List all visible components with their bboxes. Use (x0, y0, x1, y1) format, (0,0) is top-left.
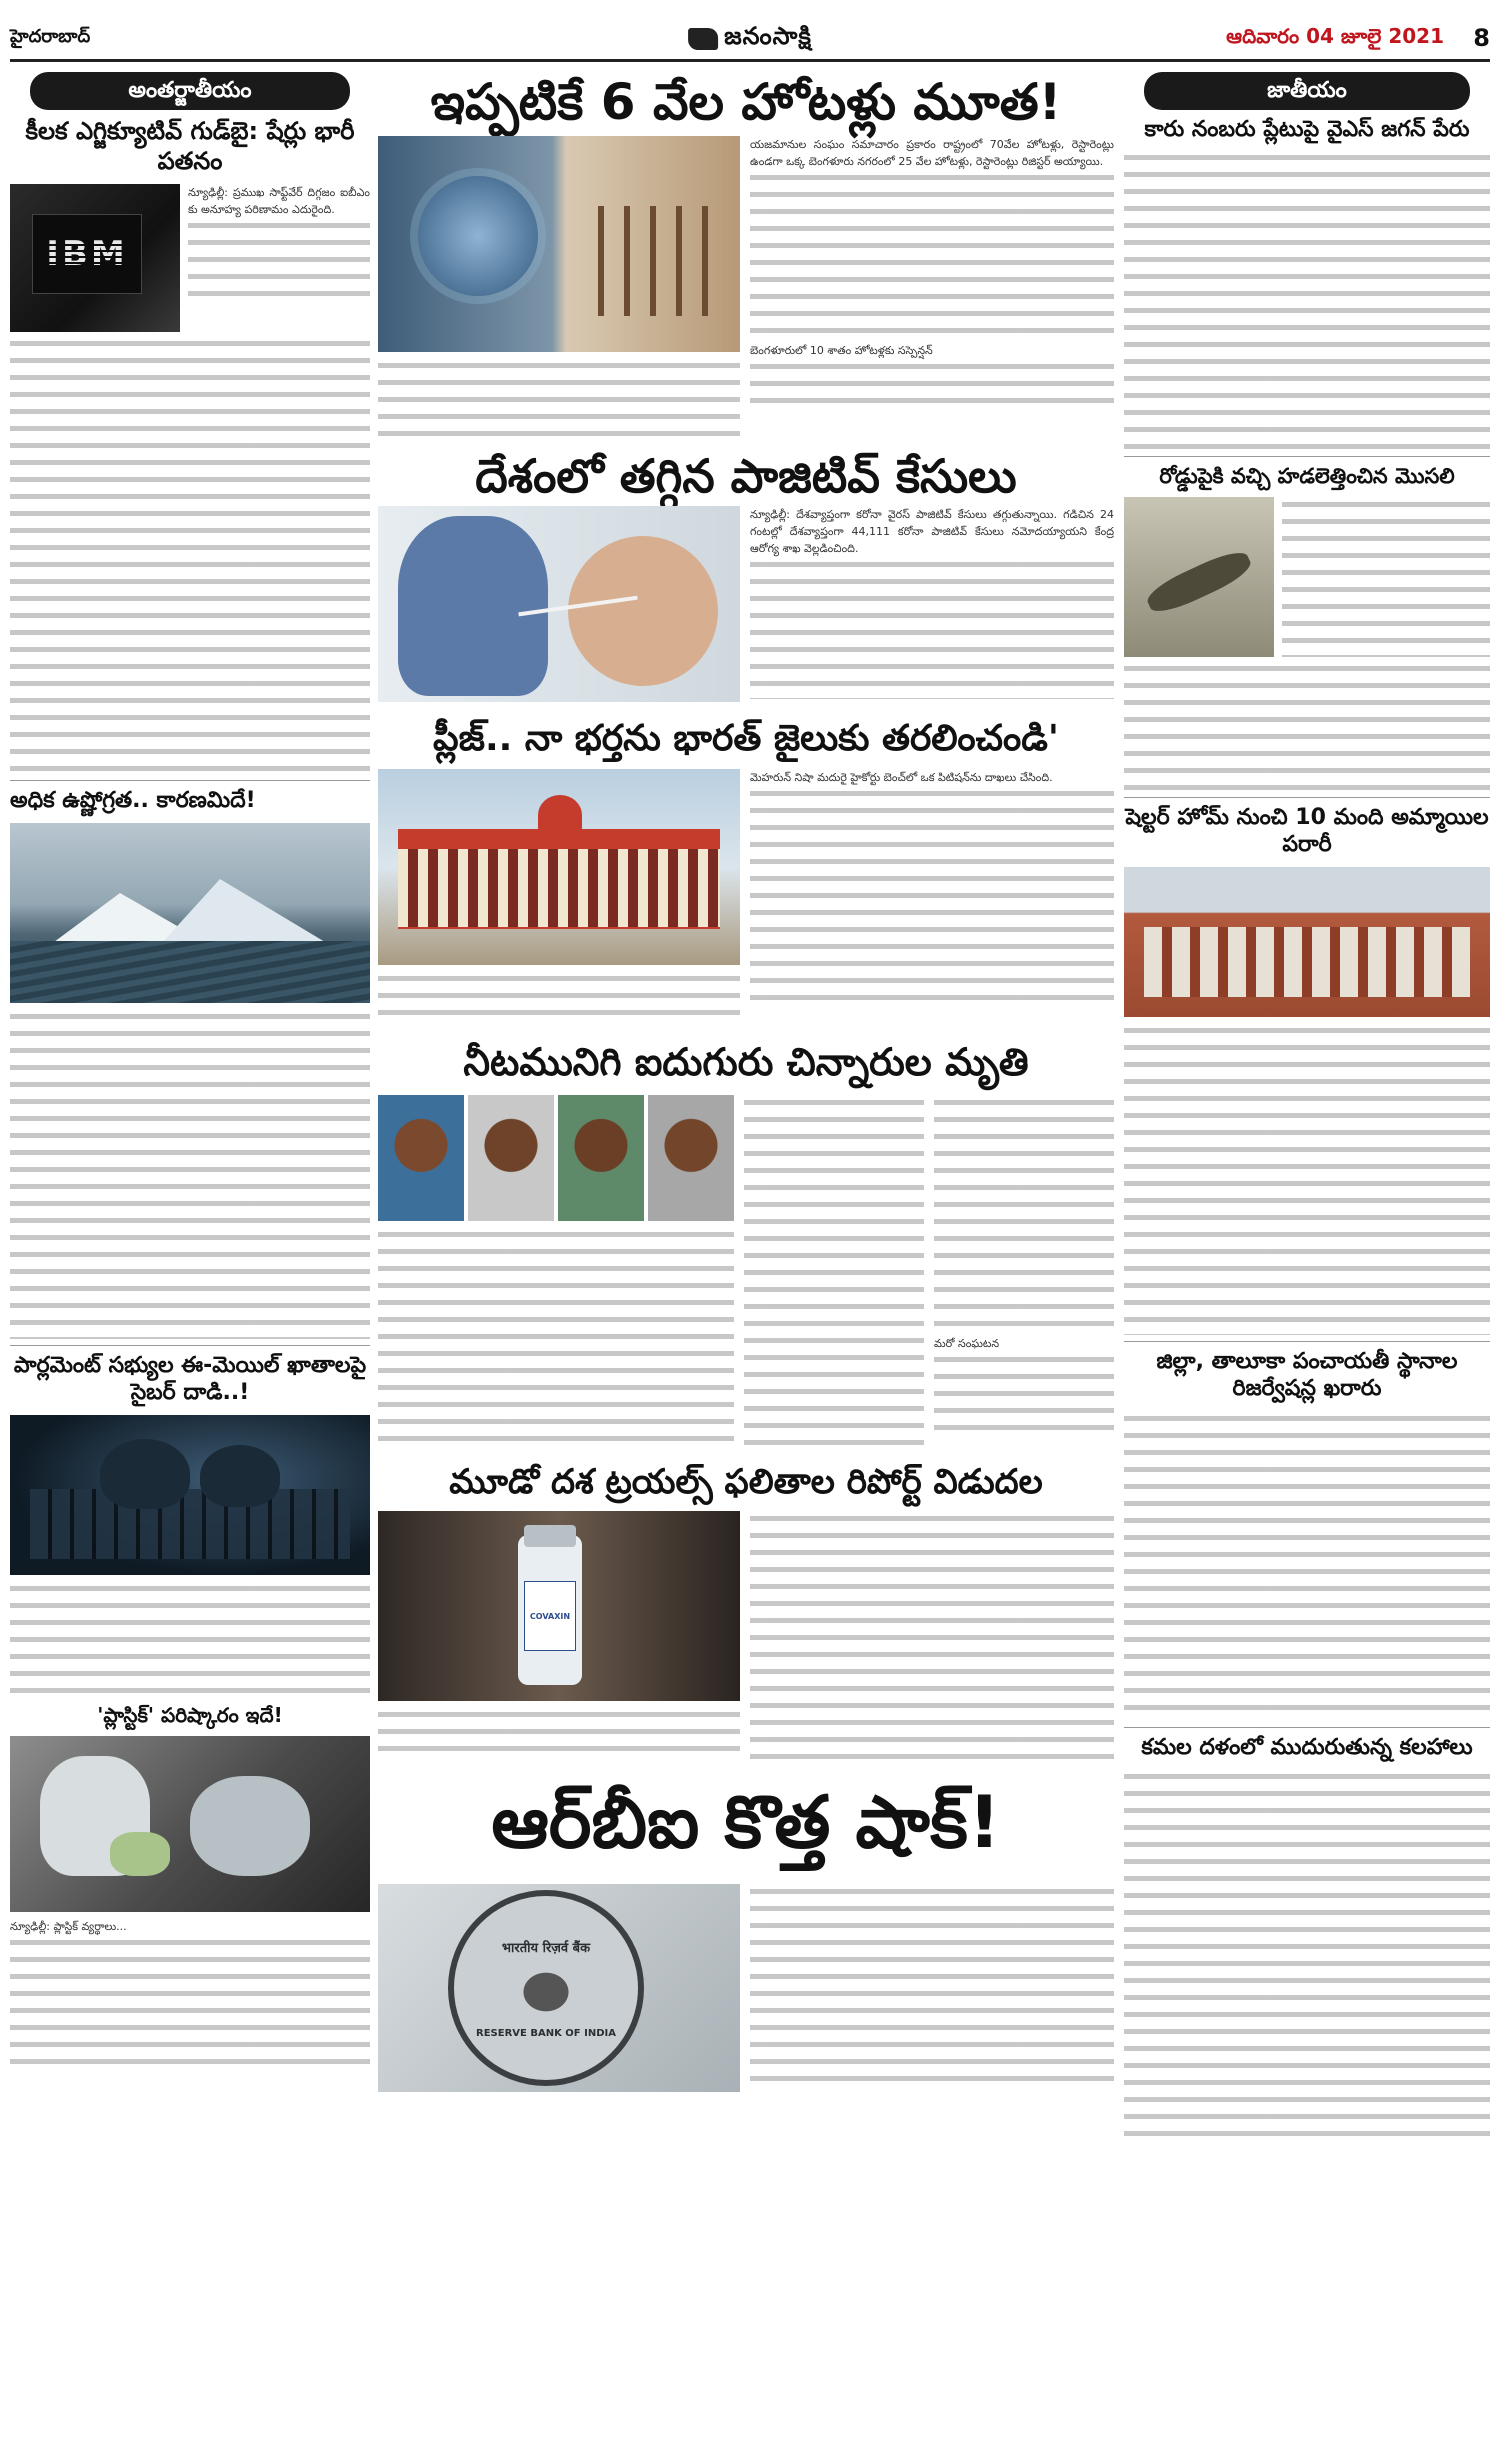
headline-bjp-feud: కమల దళంలో ముదురుతున్న కలహాలు (1141, 1734, 1473, 1760)
rbi-body (750, 1884, 1114, 2092)
vaccine-caption (378, 1707, 740, 1763)
headline-children-drown: నీటమునిగి ఐదుగురు చిన్నారుల మృతి (463, 1040, 1029, 1085)
section-tag-international: అంతర్జాతీయం (30, 72, 350, 110)
keyboard-hands-photo (10, 1415, 370, 1575)
child-photo-4 (648, 1095, 734, 1221)
headline-cyber-attack: పార్లమెంట్ సభ్యుల ఈ-మెయిల్ ఖాతాలపై సైబర్ దాడి..! (13, 1352, 367, 1405)
rbi-seal-photo (378, 1884, 740, 2092)
shelter-body (1124, 1023, 1490, 1335)
logo-mark-icon (688, 28, 718, 50)
plastic-lead: న్యూఢిల్లీ: ప్లాస్టిక్ వ్యర్థాలు... (10, 1919, 127, 1933)
trials-body (750, 1511, 1114, 1761)
headline-ibm: కీలక ఎగ్జిక్యూటివ్ గుడ్‌బై: షేర్లు భారీ పతనం (25, 117, 355, 175)
hotels-body-right-2 (750, 359, 1114, 415)
vaccine-vial-photo (378, 1511, 740, 1701)
children-photos (378, 1095, 734, 1221)
reservations-body (1124, 1411, 1490, 1721)
seal-hindi-text: भारतीय रिज़र्व बैंक (501, 1940, 591, 1956)
jail-lead: మెహరున్ నిషా మదురై హైకోర్టు బెంచ్‌లో ఒక పిటిషన్‌ను దాఖలు చేసింది. (750, 771, 1053, 785)
ibm-body-text (188, 218, 370, 296)
high-court-photo (378, 769, 740, 965)
hotels-lead: యజమానుల సంఘం సమాచారం ప్రకారం రాష్ట్రంలో 70వేల హోటళ్లు, రెస్టారెంట్లు ఉండగా ఒక్క బెంగళూరు నగరంలో 25 వేల హోటళ్లు, రెస్టారెంట్లు రిజిస్టర్ అయ్యాయి. (750, 137, 1114, 168)
middle-column (378, 68, 1114, 2092)
crocodile-body-side (1282, 497, 1490, 657)
ibm-body-continued (10, 336, 370, 774)
section-tag-national: జాతీయం (1144, 72, 1470, 110)
cyber-body-text (10, 1581, 370, 1699)
vial-label: COVAXIN (529, 1611, 571, 1621)
ibm-photo (10, 184, 180, 332)
hotels-subhead: బెంగళూరులో 10 శాతం హోటళ్లకు సస్పెన్షన్ (750, 343, 933, 357)
shelter-building-photo (1124, 867, 1490, 1017)
headline-hotels-closed: ఇప్పటికే 6 వేల హోటళ్లు మూత! (430, 73, 1062, 131)
page-number: 8 (1473, 24, 1490, 52)
headline-temperature: అధిక ఉష్ణోగ్రత.. కారణమిదే! (10, 788, 256, 813)
child-photo-2 (468, 1095, 554, 1221)
headline-trials-report: మూడో దశ ట్రయల్స్ ఫలితాల రిపోర్ట్ విడుదల (449, 1461, 1043, 1502)
masthead (10, 18, 1490, 62)
hotels-body-left (378, 358, 740, 436)
jail-body (750, 786, 1114, 1010)
cases-body (750, 557, 1114, 699)
headline-crocodile: రోడ్డుపైకి వచ్చి హడలెత్తించిన మొసలి (1159, 463, 1455, 488)
gloves-plastic-photo (10, 1736, 370, 1912)
court-caption (378, 971, 740, 1027)
children-body-mid (744, 1095, 924, 1447)
children-body-left (378, 1227, 734, 1445)
child-photo-3 (558, 1095, 644, 1221)
cases-lead: న్యూఢిల్లీ: దేశవ్యాప్తంగా కరోనా వైరస్ పాజిటివ్ కేసులు తగ్గుతున్నాయి. గడిచిన 24 గంటల్లో దేశవ్యాప్తంగా 44,111 కరోనా పాజిటివ్ కేసులు నమోదయ్యాయని కేంద్ర ఆరోగ్య శాఖ వెల్లడించింది. (750, 508, 1114, 556)
crocodile-body (1124, 661, 1490, 791)
right-column (1124, 68, 1490, 2147)
swab-test-photo (378, 506, 740, 702)
ibm-lead: న్యూఢిల్లీ: ప్రముఖ సాఫ్ట్‌వేర్ దిగ్గజం ఐబీఎం కు అనూహ్య పరిణామం ఎదురైంది. (188, 186, 370, 216)
children-subhead: మరో సంఘటన (934, 1336, 1000, 1350)
seal-emblem-icon (511, 1962, 581, 2022)
plastic-body-text (10, 1935, 370, 2071)
city-name: హైదరాబాద్ (10, 26, 91, 47)
child-photo-1 (378, 1095, 464, 1221)
bjp-body (1124, 1769, 1490, 2147)
seal-english-text: RESERVE BANK OF INDIA (476, 2027, 616, 2039)
iceberg-photo (10, 823, 370, 1003)
temperature-body-text (10, 1009, 370, 1339)
headline-reservations: జిల్లా, తాలూకా పంచాయతీ స్థానాల రిజర్వేషన్ల ఖరారు (1156, 1348, 1458, 1402)
newspaper-logo (688, 22, 812, 56)
headline-number-plate: కారు నంబరు ప్లేటుపై వైఎస్ జగన్ పేరు (1144, 117, 1470, 142)
headline-positive-cases: దేశంలో తగ్గిన పాజిటివ్ కేసులు (475, 448, 1017, 503)
children-body-right (934, 1095, 1114, 1335)
crocodile-photo (1124, 497, 1274, 657)
logo-text: జనంసాక్షి (724, 21, 812, 50)
children-body-right-2 (934, 1352, 1114, 1442)
headline-plastic: 'ప్లాస్టిక్' పరిష్కారం ఇదే! (97, 1702, 283, 1727)
headline-rbi-shock: ఆర్‌బీఐ కొత్త షాక్! (491, 1780, 1001, 1865)
headline-husband-jail: ప్లీజ్.. నా భర్తను భారత్ జైలుకు తరలించండి' (433, 718, 1059, 760)
issue-date: ఆదివారం 04 జూలై 2021 (1226, 24, 1444, 48)
headline-shelter-home: షెల్టర్ హోమ్ నుంచి 10 మంది అమ్మాయిల పరారీ (1125, 804, 1489, 858)
left-column (10, 68, 370, 2071)
virus-restaurant-photo (378, 136, 740, 352)
ibm-sign: IBM (32, 214, 142, 294)
number-plate-body (1124, 150, 1490, 450)
hotels-body-right (750, 170, 1114, 342)
